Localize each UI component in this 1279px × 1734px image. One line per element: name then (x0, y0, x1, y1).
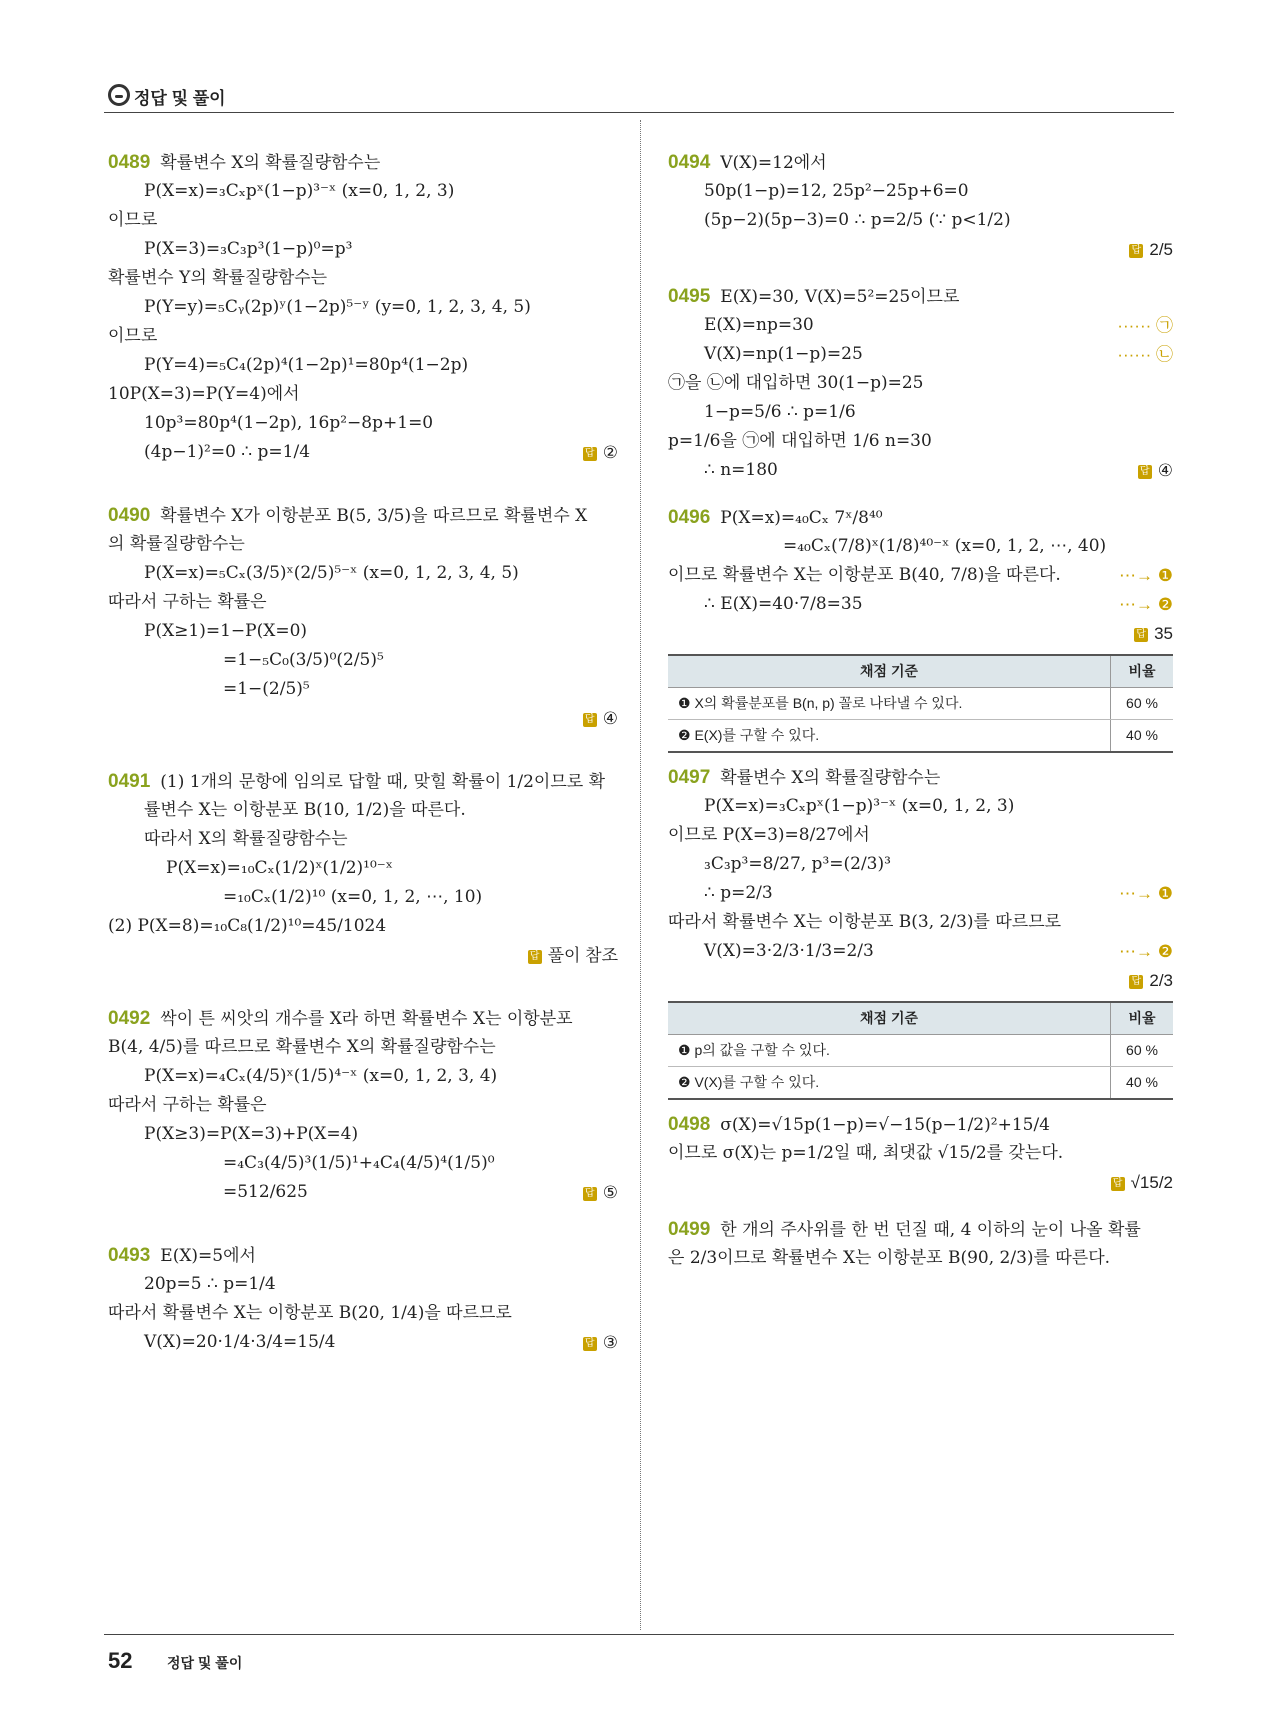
line-text: 10p³=80p⁴(1−2p), 16p²−8p+1=0 (144, 413, 434, 433)
spacer (108, 733, 618, 767)
page-number: 52 (108, 1648, 133, 1673)
problem-line (108, 1241, 618, 1270)
problem-number: 0494 (668, 152, 711, 173)
solution-line (668, 850, 1173, 879)
problem-number: 0498 (668, 1114, 711, 1135)
answer-value: 35 (1154, 624, 1173, 643)
solution-line (668, 1139, 1173, 1168)
header-title: 정답 및 풀이 (134, 89, 226, 108)
spacer (108, 467, 618, 501)
solution-line (668, 1168, 1173, 1197)
line-text: 이므로 (108, 210, 158, 230)
answer (583, 1328, 618, 1357)
line-text: 확률변수 X의 확률질량함수는 (720, 768, 941, 788)
line-text: P(X=x)=₅Cₓ(3/5)ˣ(2/5)⁵⁻ˣ (x=0, 1, 2, 3, 4, 5) (144, 563, 519, 583)
line-text: ∴ p=2/3 (704, 883, 773, 903)
line-text: P(X=x)=₄₀Cₓ 7ˣ/8⁴⁰ (720, 508, 883, 528)
problem-line (668, 148, 1173, 177)
solution-line (108, 438, 618, 467)
problem-number: 0492 (108, 1008, 151, 1029)
solution-line (108, 941, 618, 970)
ratio-cell: 40 % (1111, 1067, 1174, 1100)
criteria-cell: ❷ E(X)를 구할 수 있다. (668, 720, 1111, 753)
solution-line (108, 1270, 618, 1299)
solution-line (108, 1033, 618, 1062)
line-text: B(4, 4/5)를 따르므로 확률변수 X의 확률질량함수는 (108, 1037, 496, 1057)
solution-line (668, 619, 1173, 648)
solution-line (108, 1149, 618, 1178)
problem-line (668, 282, 1173, 311)
line-text: 이므로 σ(X)는 p=1/2일 때, 최댓값 √15/2를 갖는다. (668, 1143, 1064, 1163)
solution-line (108, 409, 618, 438)
footer-rule (104, 1634, 1174, 1635)
solution-line (668, 427, 1173, 456)
line-text: ₃C₃p³=8/27, p³=(2/3)³ (704, 854, 891, 874)
line-text: V(X)=np(1−p)=25 (704, 344, 863, 364)
spacer (108, 1207, 618, 1241)
line-text: P(X≥1)=1−P(X=0) (144, 621, 308, 641)
left-column (108, 148, 618, 1357)
answer (1111, 1168, 1173, 1197)
solution-line (668, 206, 1173, 235)
solution-line (108, 675, 618, 704)
problem-number: 0495 (668, 286, 711, 307)
problem-line (108, 767, 618, 796)
answer-mark-icon: 답 (583, 447, 597, 461)
solution-line (108, 854, 618, 883)
spacer (668, 485, 1173, 503)
line-text: 확률변수 X가 이항분포 B(5, 3/5)을 따르므로 확률변수 X (160, 506, 588, 526)
solution-line (108, 1328, 618, 1357)
criteria-cell: ❷ V(X)를 구할 수 있다. (668, 1067, 1111, 1100)
spacer (668, 264, 1173, 282)
step-marker: ······ ㉡ (1117, 345, 1173, 364)
solution-line (668, 821, 1173, 850)
table-row (668, 720, 1173, 753)
solution-line (108, 588, 618, 617)
line-text: V(X)=20·1/4·3/4=15/4 (144, 1332, 336, 1352)
line-text: V(X)=3·2/3·1/3=2/3 (704, 941, 874, 961)
line-text: 따라서 구하는 확률은 (108, 1095, 267, 1115)
solution-line (668, 966, 1173, 995)
solution-line (668, 590, 1173, 619)
ratio-cell: 40 % (1111, 720, 1174, 753)
problem-line (668, 503, 1173, 532)
solution-line (108, 293, 618, 322)
answer-mark-icon: 답 (1138, 465, 1152, 479)
solution-line (108, 1178, 618, 1207)
solution-line (668, 1244, 1173, 1273)
table-row (668, 688, 1173, 720)
problem-number: 0489 (108, 152, 151, 173)
solution-line (108, 322, 618, 351)
column-divider (640, 120, 641, 1630)
line-text: 이므로 (108, 326, 158, 346)
line-text: 따라서 X의 확률질량함수는 (144, 829, 348, 849)
line-text: P(X=x)=₃Cₓpˣ(1−p)³⁻ˣ (x=0, 1, 2, 3) (704, 796, 1015, 816)
line-text: p=1/6을 ㉠에 대입하면 1/6 n=30 (668, 431, 932, 451)
solution-line (668, 908, 1173, 937)
solution-line (668, 398, 1173, 427)
solution-line (108, 177, 618, 206)
criteria-header: 채점 기준 (668, 1002, 1111, 1035)
line-text: 따라서 확률변수 X는 이항분포 B(20, 1/4)을 따르므로 (108, 1303, 512, 1323)
answer-value: ② (602, 443, 618, 462)
line-text: ㉠을 ㉡에 대입하면 30(1−p)=25 (668, 373, 924, 393)
line-text: P(X=x)=₃Cₓpˣ(1−p)³⁻ˣ (x=0, 1, 2, 3) (144, 181, 455, 201)
scoring-table (668, 1001, 1173, 1100)
answer-value: ⑤ (602, 1183, 618, 1202)
answer-mark-icon: 답 (583, 1187, 597, 1201)
line-text: =1−(2/5)⁵ (223, 679, 310, 699)
criteria-cell: ❶ p의 값을 구할 수 있다. (668, 1035, 1111, 1067)
answer-mark-icon: 답 (528, 950, 542, 964)
solution-line (108, 264, 618, 293)
line-text: (2) P(X=8)=₁₀C₈(1/2)¹⁰=45/1024 (108, 916, 387, 936)
spacer (668, 1197, 1173, 1215)
line-text: 한 개의 주사위를 한 번 던질 때, 4 이하의 눈이 나올 확률 (720, 1220, 1141, 1240)
answer (1138, 456, 1173, 485)
solution-line (108, 883, 618, 912)
solution-line (108, 646, 618, 675)
line-text: P(Y=y)=₅Cᵧ(2p)ʸ(1−2p)⁵⁻ʸ (y=0, 1, 2, 3, 4, 5) (144, 297, 531, 317)
answer-mark-icon: 답 (1129, 975, 1143, 989)
solution-line (108, 351, 618, 380)
page-header (108, 84, 1173, 108)
solution-line (668, 532, 1173, 561)
line-text: 의 확률질량함수는 (108, 534, 245, 554)
answer-value: 2/5 (1149, 240, 1173, 259)
line-text: 이므로 확률변수 X는 이항분포 B(40, 7/8)을 따른다. (668, 565, 1061, 585)
problem-line (108, 148, 618, 177)
line-text: =₄₀Cₓ(7/8)ˣ(1/8)⁴⁰⁻ˣ (x=0, 1, 2, ⋯, 40) (783, 536, 1107, 556)
solution-line (668, 561, 1173, 590)
solution-line (108, 559, 618, 588)
ratio-header: 비율 (1111, 655, 1174, 688)
problem-number: 0493 (108, 1245, 151, 1266)
footer-label: 정답 및 풀이 (166, 1655, 243, 1671)
line-text: 싹이 튼 씨앗의 개수를 X라 하면 확률변수 X는 이항분포 (160, 1009, 573, 1029)
answer-value: ④ (1157, 461, 1173, 480)
table-row (668, 1035, 1173, 1067)
solution-line (668, 937, 1173, 966)
line-text: P(Y=4)=₅C₄(2p)⁴(1−2p)¹=80p⁴(1−2p) (144, 355, 469, 375)
solution-line (108, 530, 618, 559)
solution-line (668, 177, 1173, 206)
answer-mark-icon: 답 (1111, 1177, 1125, 1191)
answer-value: ④ (602, 709, 618, 728)
problem-number: 0496 (668, 507, 711, 528)
line-text: 따라서 확률변수 X는 이항분포 B(3, 2/3)를 따르므로 (668, 912, 1062, 932)
answer-mark-icon: 답 (1129, 244, 1143, 258)
problem-number: 0497 (668, 767, 711, 788)
line-text: 확률변수 Y의 확률질량함수는 (108, 268, 328, 288)
answer (1134, 619, 1173, 648)
line-text: 10P(X=3)=P(Y=4)에서 (108, 384, 300, 404)
solution-line (668, 879, 1173, 908)
criteria-cell: ❶ X의 확률분포를 B(n, p) 꼴로 나타낼 수 있다. (668, 688, 1111, 720)
line-text: E(X)=30, V(X)=5²=25이므로 (720, 287, 960, 307)
answer-mark-icon: 답 (583, 1337, 597, 1351)
line-text: =1−₅C₀(3/5)⁰(2/5)⁵ (223, 650, 384, 670)
answer-value: 풀이 참조 (547, 946, 618, 965)
answer-value: ③ (602, 1333, 618, 1352)
solution-line (108, 617, 618, 646)
line-text: E(X)=np=30 (704, 315, 814, 335)
line-text: =₁₀Cₓ(1/2)¹⁰ (x=0, 1, 2, ⋯, 10) (223, 887, 483, 907)
solution-line (668, 792, 1173, 821)
line-text: 따라서 구하는 확률은 (108, 592, 267, 612)
answer (583, 704, 618, 733)
solution-line (108, 1120, 618, 1149)
solution-line (108, 1062, 618, 1091)
line-text: (5p−2)(5p−3)=0 ∴ p=2/5 (∵ p<1/2) (704, 210, 1011, 230)
answer-mark-icon: 답 (1134, 628, 1148, 642)
line-text: ∴ E(X)=40·7/8=35 (704, 594, 863, 614)
problem-number: 0490 (108, 505, 151, 526)
right-column (668, 148, 1173, 1273)
answer-value: √15/2 (1130, 1173, 1173, 1192)
solution-line (108, 1091, 618, 1120)
solution-line (108, 1299, 618, 1328)
ratio-header: 비율 (1111, 1002, 1174, 1035)
solution-line (668, 235, 1173, 264)
answer-mark-icon: 답 (583, 713, 597, 727)
solution-line (668, 369, 1173, 398)
answer-value: 2/3 (1149, 971, 1173, 990)
line-text: (1) 1개의 문항에 임의로 답할 때, 맞힐 확률이 1/2이므로 확 (160, 772, 606, 792)
step-marker: ⋯→ ❷ (1119, 595, 1173, 614)
solution-line (108, 380, 618, 409)
line-text: (4p−1)²=0 ∴ p=1/4 (144, 442, 311, 462)
line-text: P(X=x)=₄Cₓ(4/5)ˣ(1/5)⁴⁻ˣ (x=0, 1, 2, 3, 4) (144, 1066, 498, 1086)
step-marker: ⋯→ ❶ (1119, 566, 1173, 585)
spacer (108, 970, 618, 1004)
answer (583, 438, 618, 467)
problem-line (108, 1004, 618, 1033)
solution-line (108, 825, 618, 854)
solution-line (108, 235, 618, 264)
solution-line (108, 912, 618, 941)
line-text: 률변수 X는 이항분포 B(10, 1/2)을 따른다. (144, 800, 466, 820)
answer (583, 1178, 618, 1207)
line-text: P(X=3)=₃C₃p³(1−p)⁰=p³ (144, 239, 353, 259)
header-rule (104, 112, 1174, 113)
line-text: =512/625 (223, 1182, 308, 1202)
line-text: E(X)=5에서 (160, 1246, 256, 1266)
mascot-icon (108, 84, 130, 106)
line-text: 50p(1−p)=12, 25p²−25p+6=0 (704, 181, 969, 201)
solution-line (108, 206, 618, 235)
line-text: 1−p=5/6 ∴ p=1/6 (704, 402, 856, 422)
line-text: 은 2/3이므로 확률변수 X는 이항분포 B(90, 2/3)를 따른다. (668, 1248, 1111, 1268)
line-text: V(X)=12에서 (720, 153, 827, 173)
problem-line (668, 763, 1173, 792)
problem-line (668, 1110, 1173, 1139)
solution-line (668, 311, 1173, 340)
table-row (668, 1067, 1173, 1100)
answer (528, 941, 618, 970)
answer (1129, 235, 1173, 264)
line-text: P(X≥3)=P(X=3)+P(X=4) (144, 1124, 359, 1144)
line-text: P(X=x)=₁₀Cₓ(1/2)ˣ(1/2)¹⁰⁻ˣ (166, 858, 393, 878)
step-marker: ······ ㉠ (1117, 316, 1173, 335)
line-text: 이므로 P(X=3)=8/27에서 (668, 825, 870, 845)
problem-number: 0499 (668, 1219, 711, 1240)
line-text: 20p=5 ∴ p=1/4 (144, 1274, 276, 1294)
criteria-header: 채점 기준 (668, 655, 1111, 688)
line-text: ∴ n=180 (704, 460, 778, 480)
ratio-cell: 60 % (1111, 688, 1174, 720)
line-text: 확률변수 X의 확률질량함수는 (160, 153, 381, 173)
solution-line (668, 340, 1173, 369)
solution-line (108, 704, 618, 733)
step-marker: ⋯→ ❷ (1119, 942, 1173, 961)
problem-line (108, 501, 618, 530)
answer (1129, 966, 1173, 995)
step-marker: ⋯→ ❶ (1119, 884, 1173, 903)
scoring-table (668, 654, 1173, 753)
solution-line (668, 456, 1173, 485)
line-text: =₄C₃(4/5)³(1/5)¹+₄C₄(4/5)⁴(1/5)⁰ (223, 1153, 495, 1173)
line-text: σ(X)=√15p(1−p)=√−15(p−1/2)²+15/4 (720, 1115, 1050, 1135)
problem-line (668, 1215, 1173, 1244)
solution-line (108, 796, 618, 825)
page-footer (108, 1648, 242, 1674)
ratio-cell: 60 % (1111, 1035, 1174, 1067)
problem-number: 0491 (108, 771, 151, 792)
